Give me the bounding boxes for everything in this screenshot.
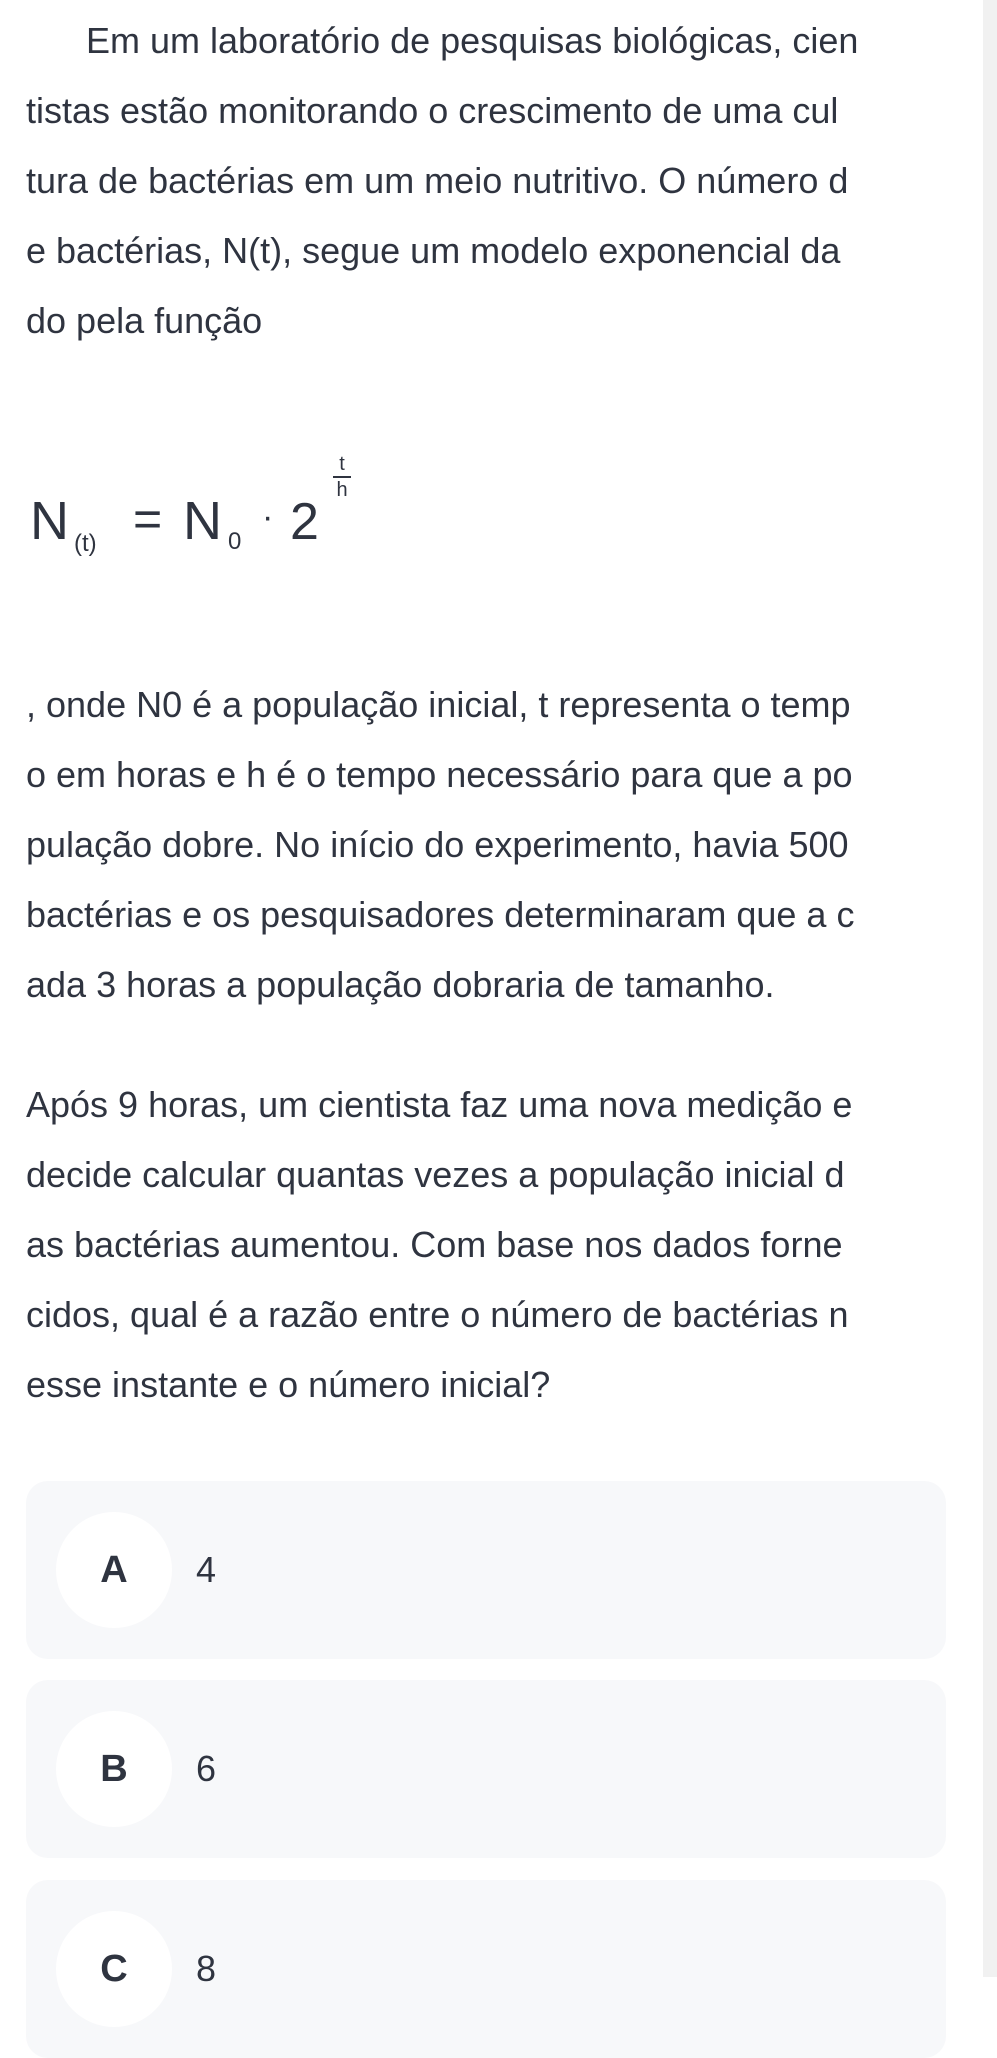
option-letter-badge: C <box>56 1911 172 2027</box>
text-line: bactérias e os pesquisadores determinaram que a c <box>26 894 855 935</box>
formula-equals: = <box>133 491 163 547</box>
formula-image <box>30 440 430 590</box>
text-line: , onde N0 é a população inicial, t representa o temp <box>26 684 851 725</box>
option-value: 8 <box>196 1948 217 1989</box>
text-line: cidos, qual é a razão entre o número de bactérias n <box>26 1294 849 1335</box>
option-value: 6 <box>196 1748 217 1789</box>
answer-option-c[interactable] <box>26 1880 946 2058</box>
formula-multiply-dot: · <box>262 498 274 536</box>
formula-rhs-variable: N <box>183 491 222 551</box>
option-letter-badge: A <box>56 1512 172 1628</box>
formula-exponent-fraction <box>333 454 351 500</box>
text-line: o em horas e h é o tempo necessário para que a po <box>26 754 853 795</box>
text-line: tura de bactérias em um meio nutritivo. O número d <box>26 160 849 201</box>
option-letter-badge: B <box>56 1711 172 1827</box>
question-definition <box>26 670 956 1020</box>
fraction-bar <box>333 476 351 478</box>
text-line: decide calcular quantas vezes a população inicial d <box>26 1154 845 1195</box>
text-line: Após 9 horas, um cientista faz uma nova medição e <box>26 1084 853 1125</box>
text-line: do pela função <box>26 300 263 341</box>
formula-lhs-subscript: (t) <box>74 530 97 557</box>
text-line: tistas estão monitorando o crescimento de uma cul <box>26 90 839 131</box>
text-line: pulação dobre. No início do experimento, havia 500 <box>26 824 849 865</box>
text-line: esse instante e o número inicial? <box>26 1364 551 1405</box>
question-prompt <box>26 1070 956 1420</box>
text-line: Em um laboratório de pesquisas biológicas, cien <box>86 20 859 61</box>
answer-option-a[interactable] <box>26 1481 946 1659</box>
formula-lhs: N <box>30 491 69 551</box>
question-intro <box>26 6 956 356</box>
formula-rhs-subscript: 0 <box>228 528 242 555</box>
exponent-denominator: h <box>336 479 348 501</box>
page-scrollbar[interactable] <box>983 0 997 1977</box>
text-line: as bactérias aumentou. Com base nos dados forne <box>26 1224 843 1265</box>
option-value: 4 <box>196 1549 217 1590</box>
answer-option-b[interactable] <box>26 1680 946 1858</box>
formula-base: 2 <box>290 493 319 551</box>
text-line: ada 3 horas a população dobraria de tamanho. <box>26 964 775 1005</box>
text-line: e bactérias, N(t), segue um modelo exponencial da <box>26 230 841 271</box>
exponent-numerator: t <box>339 453 345 475</box>
